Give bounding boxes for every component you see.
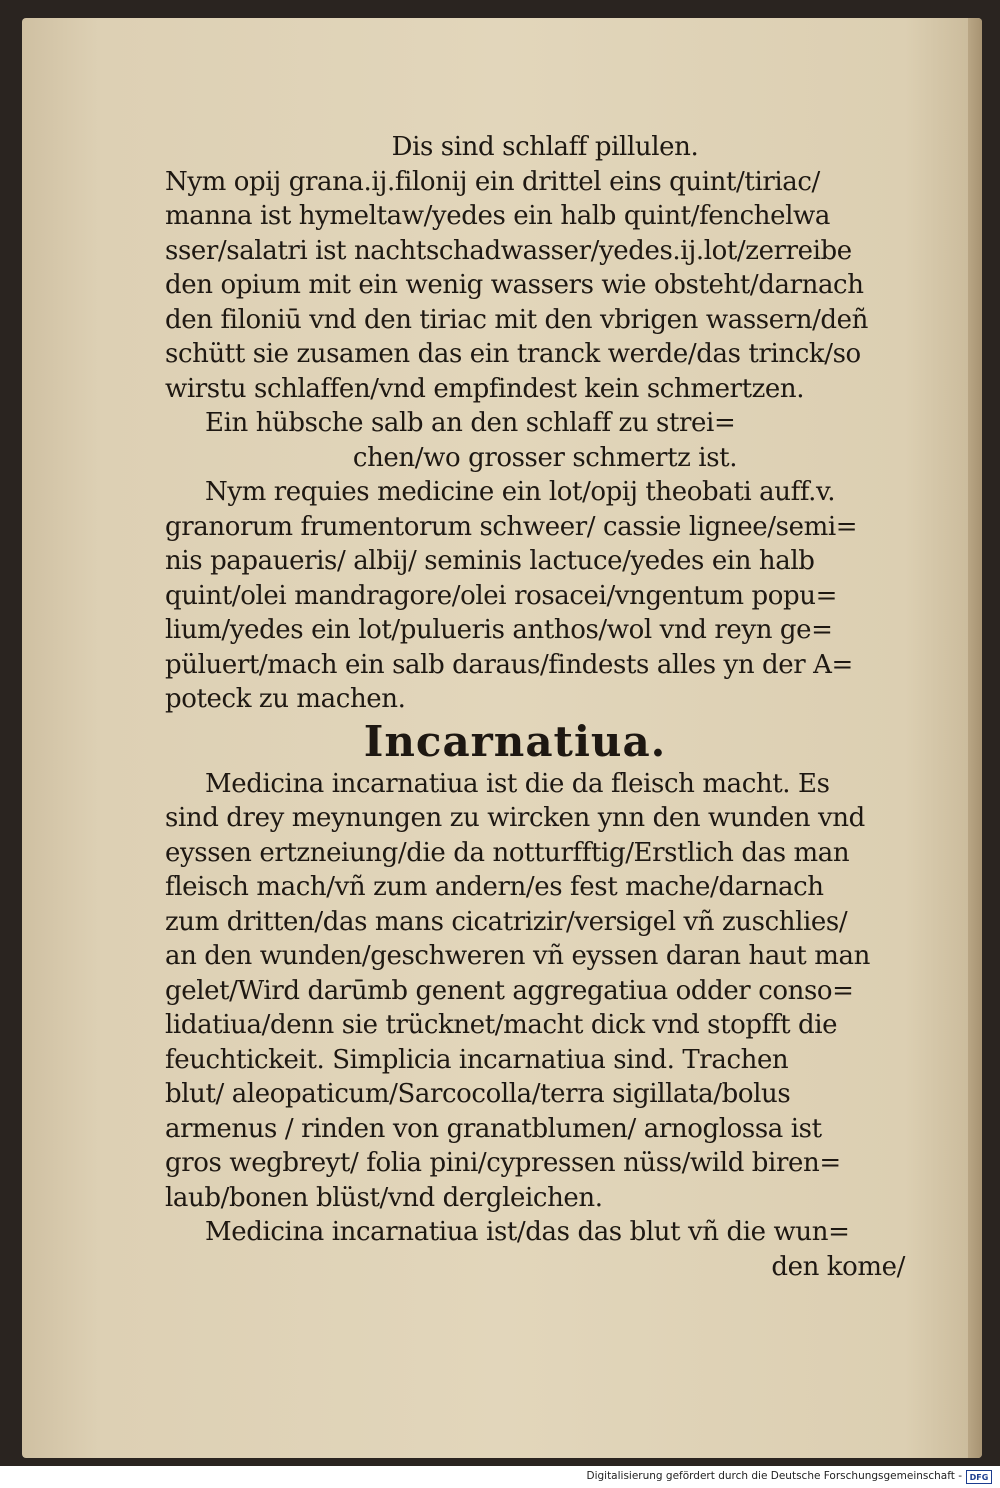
text-line: den filoniū vnd den tiriac mit den vbrigen wassern/deñ <box>165 304 869 335</box>
text-line: laub/bonen blüst/vnd dergleichen. <box>165 1182 603 1213</box>
text-line: poteck zu machen. <box>165 684 406 714</box>
text-line: püluert/mach ein salb daraus/findests alles yn der A= <box>165 649 853 680</box>
section-heading: Incarnatiua. <box>363 716 667 766</box>
text-line: eyssen ertzneiung/die da notturfftig/Erstlich das man <box>165 837 850 868</box>
text-line: Nym requies medicine ein lot/opij theobati auff.v. <box>205 477 836 507</box>
footer-credit: Digitalisierung gefördert durch die Deutsche Forschungsgemeinschaft - <box>586 1470 962 1482</box>
text-line: Nym opij grana.ij.filonij ein drittel eins quint/tiriac/ <box>165 166 820 197</box>
text-line: wirstu schlaffen/vnd empfindest kein schmertzen. <box>165 373 805 404</box>
page-text <box>165 130 925 1284</box>
text-line: gelet/Wird darūmb genent aggregatiua odder conso= <box>165 975 854 1006</box>
text-line: lium/yedes ein lot/pulueris anthos/wol vnd reyn ge= <box>165 615 833 645</box>
text-line: fleisch mach/vñ zum andern/es fest mache/darnach <box>165 872 824 902</box>
text-line: sser/salatri ist nachtschadwasser/yedes.ij.lot/zerreibe <box>165 235 852 266</box>
text-line: sind drey meynungen zu wircken ynn den wunden vnd <box>165 803 865 833</box>
page-heading: Dis sind schlaff pillulen. <box>391 132 699 162</box>
dfg-logo: DFG <box>966 1470 992 1484</box>
text-line: gros wegbreyt/ folia pini/cypressen nüss/wild biren= <box>165 1148 841 1178</box>
text-line: armenus / rinden von granatblumen/ arnoglossa ist <box>165 1113 822 1144</box>
text-line: Medicina incarnatiua ist die da fleisch macht. Es <box>205 768 830 799</box>
text-line: den kome/ <box>771 1251 905 1282</box>
text-line: nis papaueris/ albij/ seminis lactuce/yedes ein halb <box>165 546 815 576</box>
page-edge <box>968 18 982 1458</box>
text-line: granorum frumentorum schweer/ cassie lignee/semi= <box>165 511 858 542</box>
text-line: lidatiua/denn sie trücknet/macht dick vnd stopfft die <box>165 1010 838 1040</box>
text-line: Medicina incarnatiua ist/das das blut vñ die wun= <box>205 1217 850 1247</box>
text-line: blut/ aleopaticum/Sarcocolla/terra sigillata/bolus <box>165 1079 791 1109</box>
text-line: manna ist hymeltaw/yedes ein halb quint/fenchelwa <box>165 201 831 231</box>
text-line: feuchtickeit. Simplicia incarnatiua sind. Trachen <box>165 1044 789 1075</box>
text-line: quint/olei mandragore/olei rosacei/vngentum popu= <box>165 580 838 611</box>
text-line: chen/wo grosser schmertz ist. <box>352 442 738 473</box>
text-line: Ein hübsche salb an den schlaff zu strei= <box>205 408 736 438</box>
text-line: zum dritten/das mans cicatrizir/versigel vñ zuschlies/ <box>165 906 848 937</box>
text-line: schütt sie zusamen das ein tranck werde/das trinck/so <box>165 339 861 369</box>
footer-bar <box>0 1466 1000 1488</box>
text-line: den opium mit ein wenig wassers wie obsteht/darnach <box>165 270 864 300</box>
text-line: an den wunden/geschweren vñ eyssen daran haut man <box>165 941 870 971</box>
